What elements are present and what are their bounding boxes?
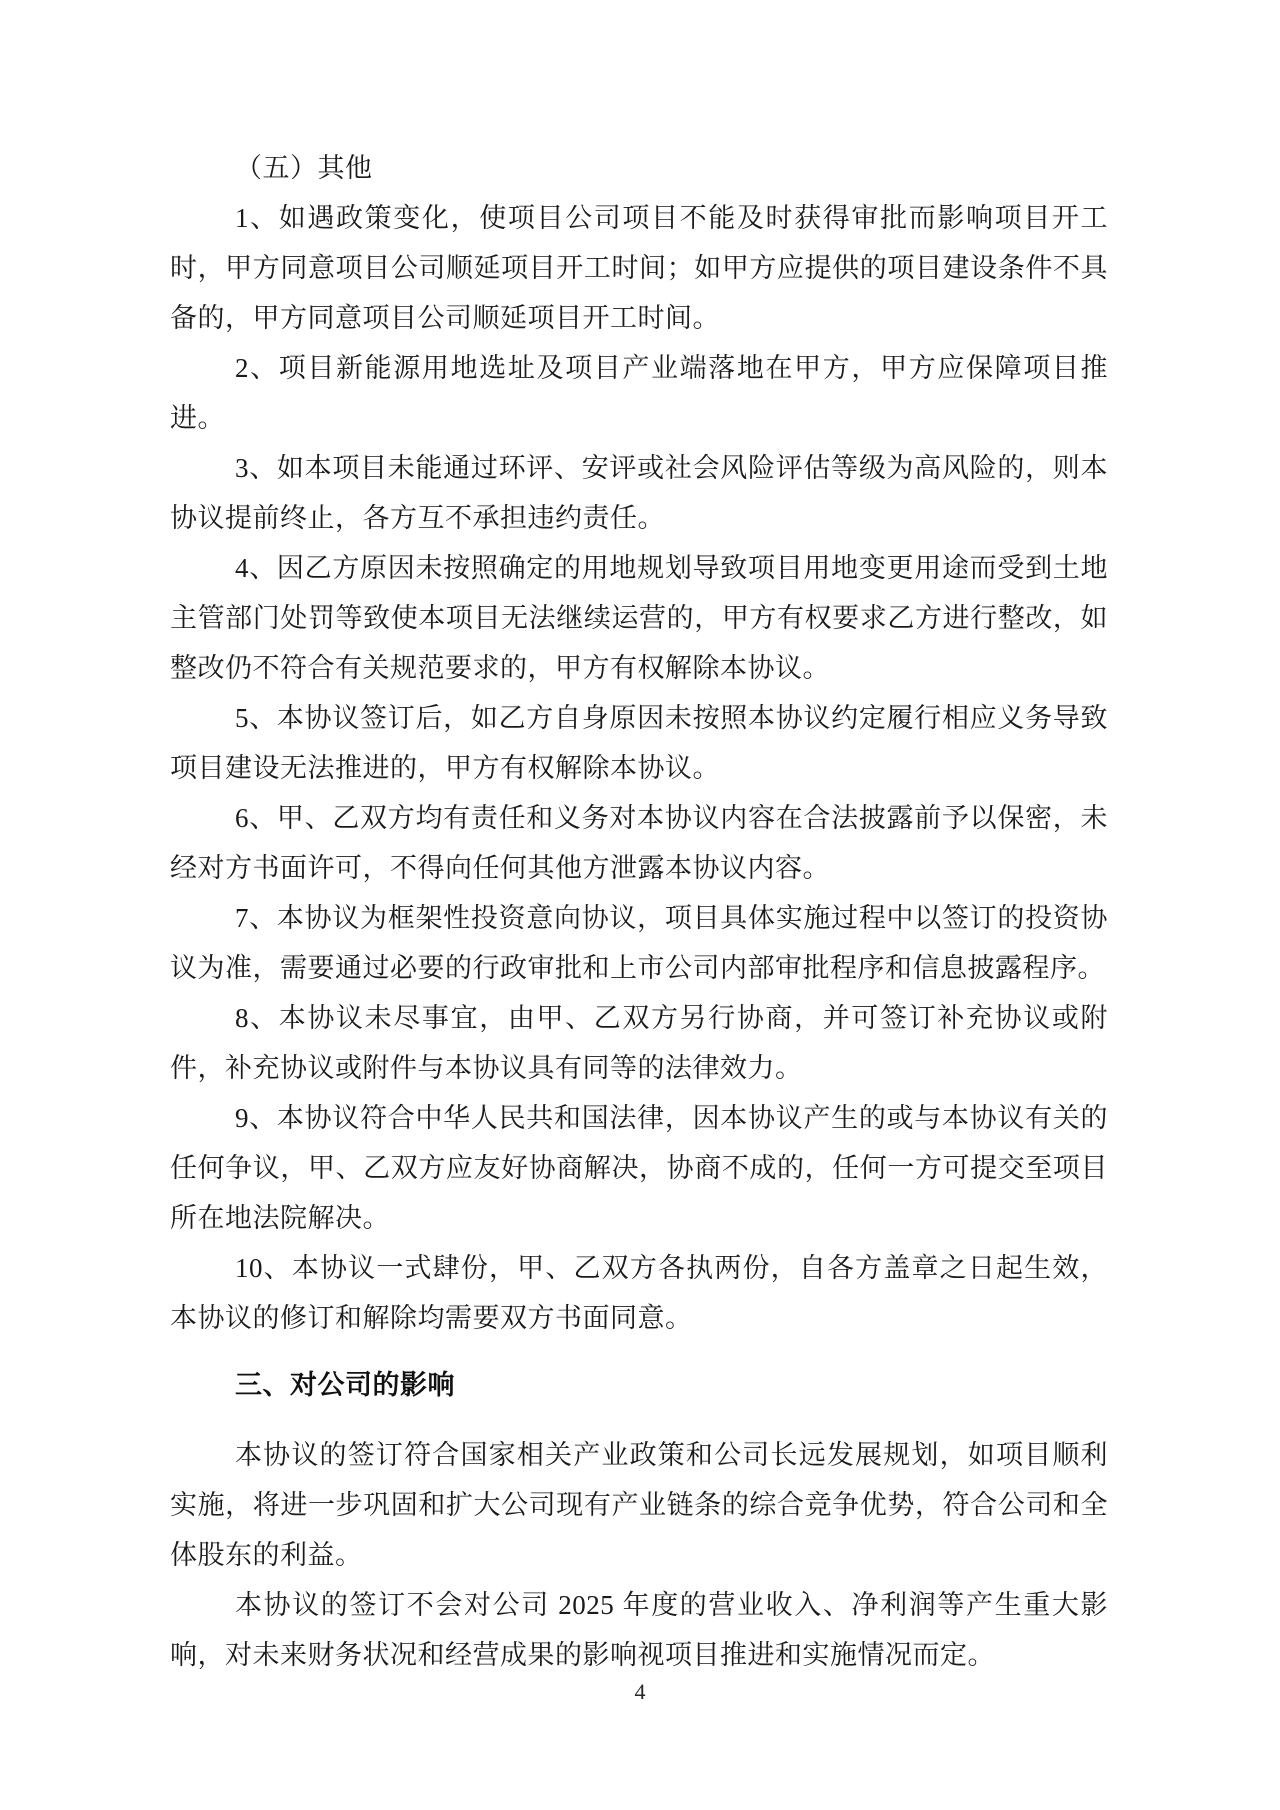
section-heading-company-impact: 三、对公司的影响 bbox=[235, 1370, 455, 1400]
clause-4-land-use-violation: 4、因乙方原因未按照确定的用地规划导致项目用地变更用途而受到土地主管部门处罚等致使本项目无法继续运营的，甲方有权要求乙方进行整改，如整改仍不符合有关规范要求的，甲方有权解除本协议。 bbox=[170, 553, 1108, 683]
subsection-heading-other: （五）其他 bbox=[235, 153, 373, 183]
document-content bbox=[170, 143, 1108, 1680]
clause-5-party-b-breach: 5、本协议签订后，如乙方自身原因未按照本协议约定履行相应义务导致项目建设无法推进的，甲方有权解除本协议。 bbox=[170, 703, 1108, 783]
clause-10-counterparts-effectiveness: 10、本协议一式肆份，甲、乙双方各执两份，自各方盖章之日起生效，本协议的修订和解除均需要双方书面同意。 bbox=[170, 1253, 1108, 1333]
clause-7-framework-agreement: 7、本协议为框架性投资意向协议，项目具体实施过程中以签订的投资协议为准，需要通过必要的行政审批和上市公司内部审批程序和信息披露程序。 bbox=[170, 903, 1108, 983]
clause-8-supplementary-agreement: 8、本协议未尽事宜，由甲、乙双方另行协商，并可签订补充协议或附件，补充协议或附件与本协议具有同等的法律效力。 bbox=[170, 1003, 1108, 1083]
clause-2-land-selection: 2、项目新能源用地选址及项目产业端落地在甲方，甲方应保障项目推进。 bbox=[170, 353, 1108, 433]
clause-6-confidentiality: 6、甲、乙双方均有责任和义务对本协议内容在合法披露前予以保密，未经对方书面许可，不得向任何其他方泄露本协议内容。 bbox=[170, 803, 1108, 883]
clause-3-assessment-termination: 3、如本项目未能通过环评、安评或社会风险评估等级为高风险的，则本协议提前终止，各方互不承担违约责任。 bbox=[170, 453, 1108, 533]
impact-paragraph-strategy: 本协议的签订符合国家相关产业政策和公司长远发展规划，如项目顺利实施，将进一步巩固和扩大公司现有产业链条的综合竞争优势，符合公司和全体股东的利益。 bbox=[170, 1440, 1108, 1570]
impact-paragraph-financials: 本协议的签订不会对公司 2025 年度的营业收入、净利润等产生重大影响，对未来财务状况和经营成果的影响视项目推进和实施情况而定。 bbox=[170, 1590, 1108, 1670]
clause-1-policy-change: 1、如遇政策变化，使项目公司项目不能及时获得审批而影响项目开工时，甲方同意项目公司顺延项目开工时间；如甲方应提供的项目建设条件不具备的，甲方同意项目公司顺延项目开工时间。 bbox=[170, 203, 1108, 333]
page-number: 4 bbox=[634, 1679, 646, 1704]
clause-9-dispute-resolution: 9、本协议符合中华人民共和国法律，因本协议产生的或与本协议有关的任何争议，甲、乙双方应友好协商解决，协商不成的，任何一方可提交至项目所在地法院解决。 bbox=[170, 1103, 1108, 1233]
